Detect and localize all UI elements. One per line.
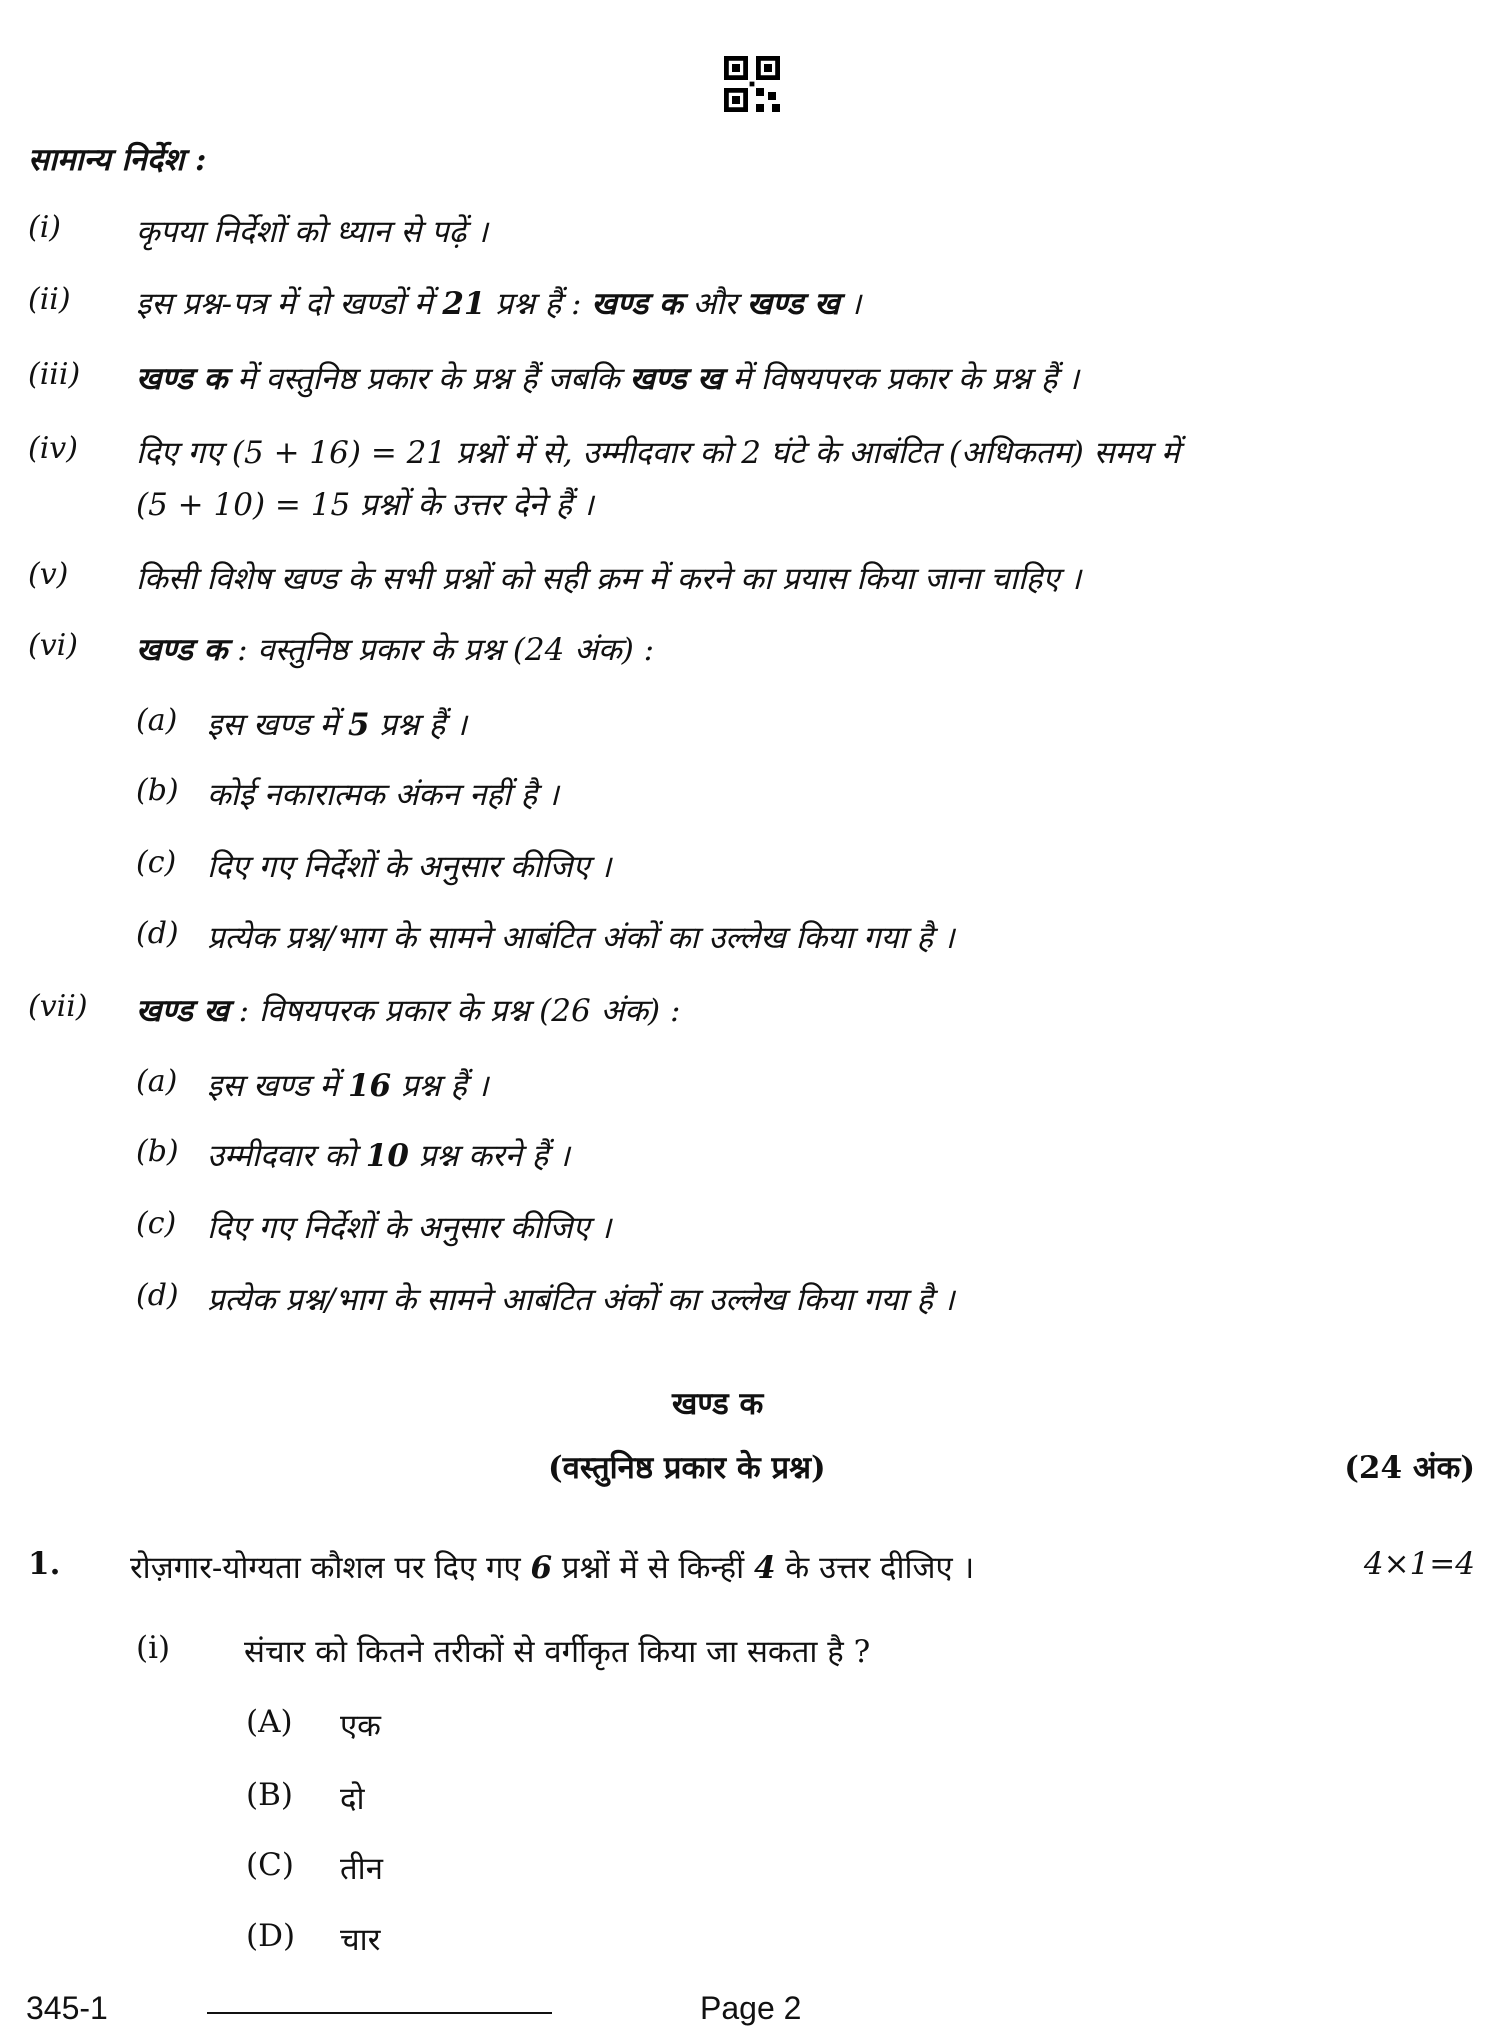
text-part: ।	[839, 286, 862, 322]
text-part: खण्ड ख	[746, 286, 840, 322]
option-label: (B)	[246, 1777, 293, 1813]
text-part: और	[682, 286, 747, 322]
instruction-text	[136, 210, 488, 252]
text-part: खण्ड ख	[629, 361, 723, 397]
instruction-label: (ii)	[28, 282, 71, 317]
question-text	[130, 1546, 974, 1588]
text-part: दिए गए निर्देशों के अनुसार कीजिए ।	[207, 1210, 612, 1246]
subinstruction-text	[207, 703, 467, 745]
general-instructions-heading: सामान्य निर्देश :	[28, 142, 207, 178]
text-part: 21	[442, 286, 486, 322]
subinstruction-text	[207, 1064, 488, 1106]
subinstruction-text	[207, 773, 559, 815]
instruction-text	[136, 431, 1180, 473]
section-title: खण्ड क	[672, 1386, 764, 1422]
qr-code	[724, 56, 780, 112]
text-part: प्रत्येक प्रश्न/भाग के सामने आबंटित अंकों का उल्लेख किया गया है ।	[207, 920, 955, 956]
instruction-label: (vii)	[28, 989, 88, 1024]
subquestion-label: (i)	[136, 1630, 171, 1666]
text-part: इस प्रश्न-पत्र में दो खण्डों में	[136, 286, 443, 322]
option-text: एक	[340, 1708, 381, 1744]
text-part: में विषयपरक प्रकार के प्रश्न हैं ।	[722, 361, 1079, 397]
subinstruction-label: (b)	[136, 773, 179, 808]
text-part: 5	[347, 707, 370, 743]
option-label: (A)	[246, 1704, 293, 1740]
instruction-text	[136, 282, 861, 324]
text-part: : वस्तुनिष्ठ प्रकार के प्रश्न (24 अंक) :	[227, 632, 655, 668]
text-part: कोई नकारात्मक अंकन नहीं है ।	[207, 777, 559, 813]
option-label: (C)	[246, 1847, 294, 1883]
instruction-label: (iv)	[28, 431, 78, 466]
text-part: प्रश्न करने हैं ।	[408, 1138, 570, 1174]
text-part: : विषयपरक प्रकार के प्रश्न (26 अंक) :	[228, 993, 681, 1029]
question-text-part: प्रश्नों में से किन्हीं	[552, 1550, 754, 1586]
question-marks: 4×1=4	[1363, 1546, 1475, 1582]
page-number: Page 2	[700, 1990, 802, 2026]
instruction-label: (i)	[28, 210, 62, 245]
text-part: में वस्तुनिष्ठ प्रकार के प्रश्न हैं जबकि	[227, 361, 630, 397]
text-part: इस खण्ड में	[207, 707, 348, 743]
subinstruction-label: (a)	[136, 1064, 178, 1099]
text-part: इस खण्ड में	[207, 1068, 348, 1104]
section-marks: (24 अंक)	[1344, 1450, 1475, 1486]
text-part: 16	[347, 1068, 392, 1104]
text-part: उम्मीदवार को	[207, 1138, 366, 1174]
subinstruction-text	[207, 1278, 955, 1320]
section-subtitle: (वस्तुनिष्ठ प्रकार के प्रश्न)	[548, 1450, 826, 1486]
question-count: 6	[530, 1550, 553, 1586]
text-part: दिए गए निर्देशों के अनुसार कीजिए ।	[207, 849, 612, 885]
option-text: चार	[340, 1922, 381, 1958]
instruction-text	[136, 357, 1079, 399]
text-part: प्रश्न हैं :	[485, 286, 592, 322]
text-part: खण्ड क	[136, 361, 228, 397]
text-part: खण्ड क	[136, 632, 228, 668]
subinstruction-text	[207, 845, 611, 887]
subinstruction-label: (d)	[136, 1278, 179, 1313]
text-part: किसी विशेष खण्ड के सभी प्रश्नों को सही क्रम में करने का प्रयास किया जाना चाहिए ।	[136, 561, 1082, 597]
question-number: 1.	[28, 1546, 61, 1582]
question-text-part: रोज़गार-योग्यता कौशल पर दिए गए	[130, 1550, 531, 1586]
text-part: प्रश्न हैं ।	[391, 1068, 489, 1104]
text-part: प्रत्येक प्रश्न/भाग के सामने आबंटित अंकों का उल्लेख किया गया है ।	[207, 1282, 955, 1318]
paper-code: 345-1	[26, 1990, 108, 2026]
text-part: दिए गए (5 + 16) = 21 प्रश्नों में से, उम्मीदवार को 2 घंटे के आबंटित (अधिकतम) समय में	[136, 435, 1180, 471]
text-part: खण्ड ख	[136, 993, 229, 1029]
subinstruction-label: (c)	[136, 845, 177, 880]
subquestion-text: संचार को कितने तरीकों से वर्गीकृत किया जा सकता है ?	[244, 1634, 871, 1670]
instruction-label: (vi)	[28, 628, 78, 663]
text-part: खण्ड क	[591, 286, 683, 322]
subinstruction-label: (d)	[136, 916, 179, 951]
option-label: (D)	[246, 1918, 296, 1954]
subinstruction-label: (a)	[136, 703, 178, 738]
footer-divider	[207, 2012, 552, 2014]
option-text: दो	[340, 1781, 365, 1817]
text-part: प्रश्न हैं ।	[369, 707, 467, 743]
answer-count: 4	[754, 1550, 776, 1586]
instruction-text	[136, 628, 654, 670]
instruction-text	[136, 989, 680, 1031]
subinstruction-text	[207, 1134, 570, 1176]
question-text-part: के उत्तर दीजिए ।	[775, 1550, 975, 1586]
instruction-label: (iii)	[28, 357, 81, 392]
subinstruction-label: (b)	[136, 1134, 179, 1169]
instruction-text-line2: (5 + 10) = 15 प्रश्नों के उत्तर देने हैं ।	[136, 487, 594, 523]
text-part: कृपया निर्देशों को ध्यान से पढ़ें ।	[136, 214, 488, 250]
subinstruction-text	[207, 1206, 611, 1248]
instruction-text	[136, 557, 1081, 599]
subinstruction-label: (c)	[136, 1206, 177, 1241]
instruction-label: (v)	[28, 557, 69, 592]
text-part: 10	[365, 1138, 409, 1174]
subinstruction-text	[207, 916, 955, 958]
option-text: तीन	[340, 1851, 383, 1887]
